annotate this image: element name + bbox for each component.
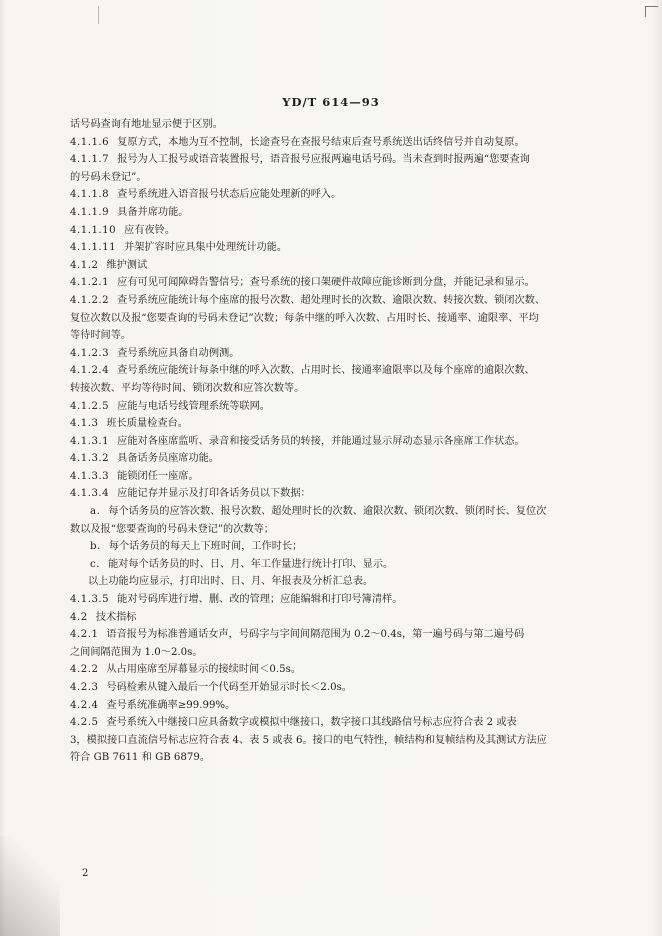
text-line [70, 415, 598, 433]
standard-header: YD/T 614—93 [282, 95, 380, 109]
text-line [70, 661, 598, 679]
page-number: 2 [82, 868, 89, 879]
text-line [70, 556, 598, 574]
clause-number: 4.1.2.3 [70, 347, 110, 359]
clause-number: 4.1.1.6 [70, 136, 110, 148]
clause-text: 具备话务员座席功能。 [117, 453, 220, 465]
clause-number: a. [90, 506, 101, 518]
text-line [70, 257, 598, 275]
clause-text: 转接次数、平均等待时间、锁闭次数和应答次数等。 [70, 382, 305, 394]
text-line [70, 626, 598, 644]
clause-number: 4.1.3.4 [70, 488, 110, 500]
clause-text: 语音报号为标准普通话女声，号码字与字间间隔范围为 0.2～0.4s，第一遍号码与第二遍号码 [106, 629, 525, 641]
text-line [70, 292, 598, 310]
clause-number: 4.2.3 [70, 682, 99, 693]
text-line [70, 485, 598, 503]
clause-number: 4.1.1.9 [70, 206, 110, 218]
text-line [70, 450, 598, 468]
clause-text: 等待时间等。 [70, 330, 132, 342]
clause-text: 复位次数以及报“您要查询的号码未登记”次数；每条中继的呼入次数、占用时长、接通率、逾限率、平均 [70, 312, 539, 324]
clause-number: 4.1.3.1 [70, 435, 110, 447]
clause-text: 复原方式，本地为互不控制，长途查号在查报号结束后查号系统送出话终信号并自动复原。 [117, 136, 525, 148]
text-line [70, 398, 598, 416]
text-line [70, 732, 598, 750]
text-line [70, 239, 598, 257]
text-line [70, 204, 598, 222]
text-line [70, 679, 598, 697]
clause-text: 数以及报“您要查询的号码未登记”的次数等； [70, 523, 274, 535]
text-line [70, 433, 598, 451]
text-line [70, 609, 598, 627]
clause-number: 4.1.2.4 [70, 365, 110, 377]
clause-number: 4.1.3.3 [70, 470, 110, 482]
clause-number: 4.1.2.5 [70, 400, 110, 412]
text-line [70, 186, 598, 204]
text-line [70, 362, 598, 380]
clause-text: 之间间隔范围为 1.0～2.0s。 [70, 646, 203, 658]
clause-text: 查号系统进入语音报号状态后应能处理新的呼入。 [117, 189, 342, 201]
text-line [70, 503, 598, 521]
clause-text: 应能记存并显示及打印各话务员以下数据： [117, 488, 311, 500]
clause-number: 4.2.1 [70, 629, 99, 641]
clause-text: 能对每个话务员的时、日、月、年工作量进行统计打印、显示。 [107, 558, 394, 570]
clause-number: 4.1.1.8 [70, 189, 110, 201]
text-line [70, 274, 598, 292]
text-line [70, 327, 598, 345]
clause-text: 查号系统应能统计每条中继的呼入次数、占用时长、接通率逾限率以及每个座席的逾限次数、 [117, 365, 535, 377]
document-body [70, 116, 598, 767]
scan-shadow [0, 836, 60, 936]
clause-number: c. [90, 558, 100, 570]
clause-text: 3，模拟接口直流信号标志应符合表 4、表 5 或表 6。接口的电气特性，帧结构和复帧结构及其测试方法应 [70, 734, 547, 746]
text-line [70, 749, 598, 767]
clause-number: 4.2.2 [70, 664, 99, 676]
clause-text: 的号码未登记”。 [70, 171, 147, 183]
clause-text: 符合 GB 7611 和 GB 6879。 [70, 752, 211, 764]
text-line [70, 151, 598, 169]
clause-text: 查号系统准确率≥99.99%。 [106, 699, 236, 711]
clause-number: 4.1.3 [70, 418, 99, 430]
text-line [70, 521, 598, 539]
clause-text: 每个话务员的应答次数、报号次数、超处理时长的次数、逾限次数、锁闭次数、锁闭时长、复位次 [108, 506, 547, 518]
text-line [70, 380, 598, 398]
clause-number: 4.1.3.2 [70, 453, 110, 465]
clause-text: 号码检索从键入最后一个代码至开始显示时长＜2.0s。 [106, 682, 352, 693]
clause-text: 查号系统入中继接口应具备数字或模拟中继接口，数字接口其线路信号标志应符合表 2 或表 [106, 717, 517, 729]
clause-text: 班长质量检查台。 [106, 418, 188, 430]
clause-text: 报号为人工报号或语音装置报号，语音报号应报两遍电话号码。当未查到时报两遍“您要查询 [117, 154, 530, 166]
clause-text: 应有夜铃。 [124, 224, 176, 236]
clause-number: 4.1.1.10 [70, 224, 117, 236]
scan-corner-mark [645, 6, 658, 17]
clause-text: 能对号码库进行增、删、改的管理；应能编辑和打印号簿清样。 [117, 594, 403, 606]
text-line [70, 345, 598, 363]
clause-number: 4.1.1.11 [70, 242, 117, 254]
text-line [70, 468, 598, 486]
clause-text: 查号系统应具备自动例测。 [117, 347, 240, 359]
text-line [70, 116, 598, 134]
clause-text: 话号码查询有地址显示便于区别。 [70, 119, 223, 130]
clause-text: 应能与电话号线管理系统等联网。 [117, 400, 270, 412]
text-line [70, 591, 598, 609]
clause-number: b. [90, 541, 101, 553]
clause-text: 技术指标 [95, 611, 137, 623]
clause-number: 4.1.2.1 [70, 277, 110, 289]
text-line [70, 222, 598, 240]
text-line [70, 538, 598, 556]
clause-text: 并架扩容时应具集中处理统计功能。 [124, 242, 288, 254]
clause-number: 4.2.5 [70, 717, 99, 729]
scan-mark [98, 6, 99, 24]
clause-text: 应能对各座席监听、录音和接受话务员的转接，并能通过显示屏动态显示各座席工作状态。 [117, 435, 525, 447]
clause-number: 4.2.4 [70, 699, 99, 711]
clause-number: 4.2 [70, 611, 88, 623]
clause-number: 4.1.1.7 [70, 154, 110, 166]
text-line [70, 714, 598, 732]
clause-number: 4.1.3.5 [70, 594, 110, 606]
text-line [70, 697, 598, 715]
clause-text: 从占用座席至屏幕显示的接续时间＜0.5s。 [106, 664, 302, 676]
clause-text: 具备并席功能。 [117, 206, 189, 218]
text-line [70, 134, 598, 152]
text-line [70, 573, 598, 591]
clause-text: 维护测试 [106, 259, 148, 271]
clause-text: 能锁闭任一座席。 [117, 470, 199, 482]
clause-text: 每个话务员的每天上下班时间，工作时长； [108, 541, 303, 553]
text-line [70, 169, 598, 187]
text-line [70, 310, 598, 328]
clause-number: 4.1.2 [70, 259, 99, 271]
clause-number: 4.1.2.2 [70, 294, 110, 306]
clause-text: 应有可见可闻障碍告警信号；查号系统的接口架硬件故障应能诊断到分盘，并能记录和显示。 [117, 277, 535, 289]
clause-text: 查号系统应能统计每个座席的报号次数、超处理时长的次数、逾限次数、转接次数、锁闭次数、 [117, 294, 546, 306]
text-line [70, 644, 598, 662]
clause-text: 以上功能均应显示，打印出时、日、月、年报表及分析汇总表。 [88, 576, 374, 588]
